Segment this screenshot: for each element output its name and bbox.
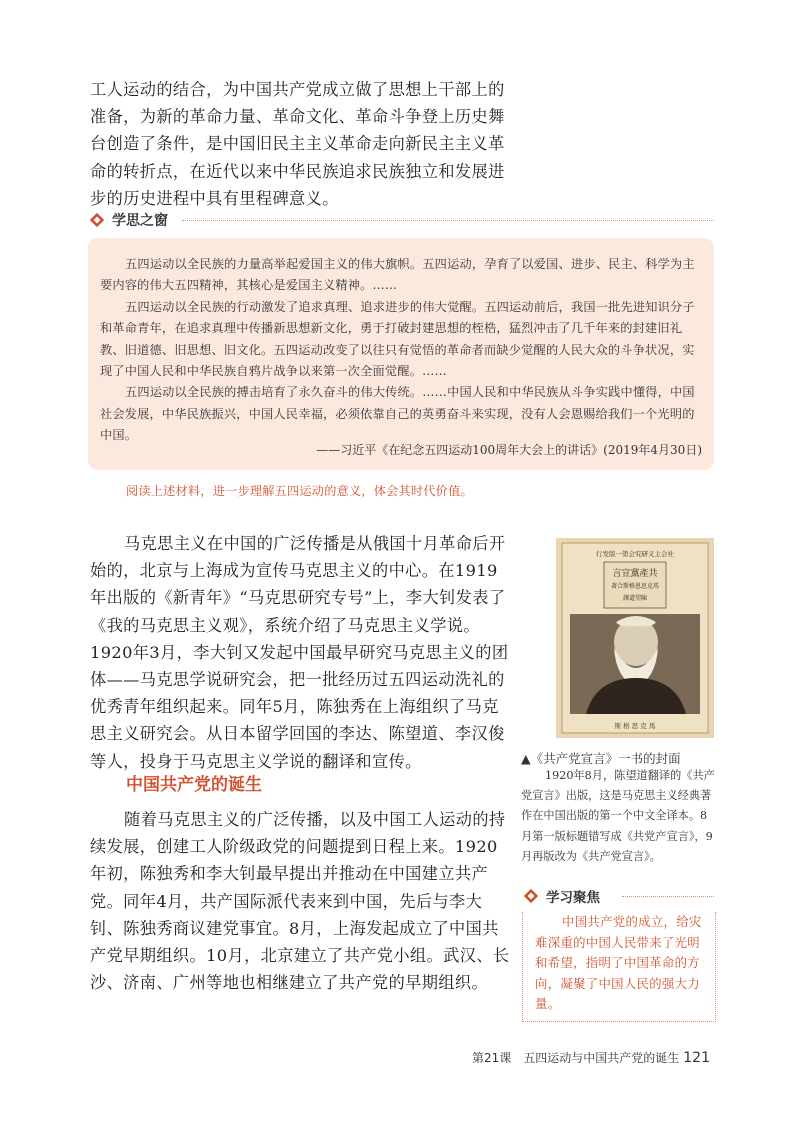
dotted-divider xyxy=(182,220,714,221)
dotted-divider xyxy=(622,896,714,897)
diamond-icon xyxy=(524,889,538,903)
party-paragraph: 随着马克思主义的广泛传播，以及中国工人运动的持续发展，创建工人阶级政党的问题提到日程上来。1920年初，陈独秀和李大钊最早提出并推动在中国建立共产党。同年4月，共产国际派代表来到中国，先后与李大钊、陈独秀商议建党事宜。8月，上海发起成立了中国共产党早期组织。10月，北京建立了共产党小组。武汉、长沙、济南、广州等地也相继建立了共产党的早期组织。 xyxy=(90,810,510,993)
study-focus-text: 中国共产党的成立，给灾难深重的中国人民带来了光明和希望，指明了中国革命的方向，凝聚了中国人民的强大力量。 xyxy=(535,914,702,1011)
footer-lesson: 第21课 五四运动与中国共产党的诞生 xyxy=(471,1051,680,1065)
quote-paragraph: 五四运动以全民族的搏击培育了永久奋斗的伟大传统。……中国人民和中华民族从斗争实践中懂得，中国社会发展，中华民族振兴，中国人民幸福，必须依靠自己的英勇奋斗来实现，没有人会恩赐给我们一个光明的中国。 xyxy=(100,385,695,443)
study-window-title: 学思之窗 xyxy=(112,213,168,229)
diamond-icon xyxy=(90,213,104,227)
study-focus-title: 学习聚焦 xyxy=(546,890,600,906)
page-footer xyxy=(472,1049,710,1066)
quote-source: ——习近平《在纪念五四运动100周年大会上的讲话》(2019年4月30日) xyxy=(316,443,702,457)
page-number: 121 xyxy=(683,1050,710,1066)
intro-paragraph: 工人运动的结合，为中国共产党成立做了思想上干部上的准备，为新的革命力量、革命文化、革命斗争登上历史舞台创造了条件，是中国旧民主主义革命走向新民主主义革命的转折点，在近代以来中华民族追求民族独立和发展进步的历史进程中具有里程碑意义。 xyxy=(90,80,505,208)
reading-task: 阅读上述材料，进一步理解五四运动的意义，体会其时代价值。 xyxy=(126,484,473,498)
quote-box xyxy=(88,238,714,470)
study-focus-box xyxy=(522,912,716,1022)
study-focus-header xyxy=(524,885,714,907)
figure-caption-title: ▲《共产党宣言》一书的封面 xyxy=(521,751,681,766)
cover-authors: 著合斯格恩思克馬 xyxy=(610,583,660,590)
marxism-paragraph: 马克思主义在中国的广泛传播是从俄国十月革命后开始的，北京与上海成为宣传马克思主义的中心。在1919年出版的《新青年》“马克思研究专号”上，李大钊发表了《我的马克思主义观》，系统介绍了马克思主义学说。1920年3月，李大钊又发起中国最早研究马克思主义的团体——马克思学说研究会，把一批经历过五四运动洗礼的优秀青年组织起来。同年5月，陈独秀在上海组织了马克思主义研究会。从日本留学回国的李达、陈望道、李汉俊等人，投身于马克思主义学说的翻译和宣传。 xyxy=(90,534,509,771)
manifesto-cover-illustration xyxy=(556,538,714,738)
manifesto-cover-image xyxy=(556,538,714,738)
cover-title: 言宣黨產共 xyxy=(612,569,658,579)
quote-paragraph: 五四运动以全民族的力量高举起爱国主义的伟大旗帜。五四运动，孕育了以爱国、进步、民主、科学为主要内容的伟大五四精神，其核心是爱国主义精神。…… xyxy=(100,257,695,293)
cover-bottom-line: 斯 格 思 克 馬 xyxy=(614,722,656,730)
study-window-header xyxy=(90,209,714,231)
cover-translator: 譯道望陳 xyxy=(622,595,648,602)
figure-caption-body: 1920年8月，陈望道翻译的《共产党宣言》出版，这是马克思主义经典著作在中国出版的第一个中文全译本。8月第一版标题错写成《共党产宣言》，9月再版改为《共产党宣言》。 xyxy=(521,769,715,863)
cover-top-line: 行发版一第会究研义主会社 xyxy=(596,550,674,558)
section-title: 中国共产党的诞生 xyxy=(126,775,262,795)
quote-body xyxy=(100,254,702,447)
quote-paragraph: 五四运动以全民族的行动激发了追求真理、追求进步的伟大觉醒。五四运动前后，我国一批先进知识分子和革命青年，在追求真理中传播新思想新文化，勇于打破封建思想的桎梏，猛烈冲击了几千年来的封建旧礼教、旧道德、旧思想、旧文化。五四运动改变了以往只有觉悟的革命者而缺少觉醒的人民大众的斗争状况，实现了中国人民和中华民族自鸦片战争以来第一次全面觉醒。…… xyxy=(100,299,695,379)
